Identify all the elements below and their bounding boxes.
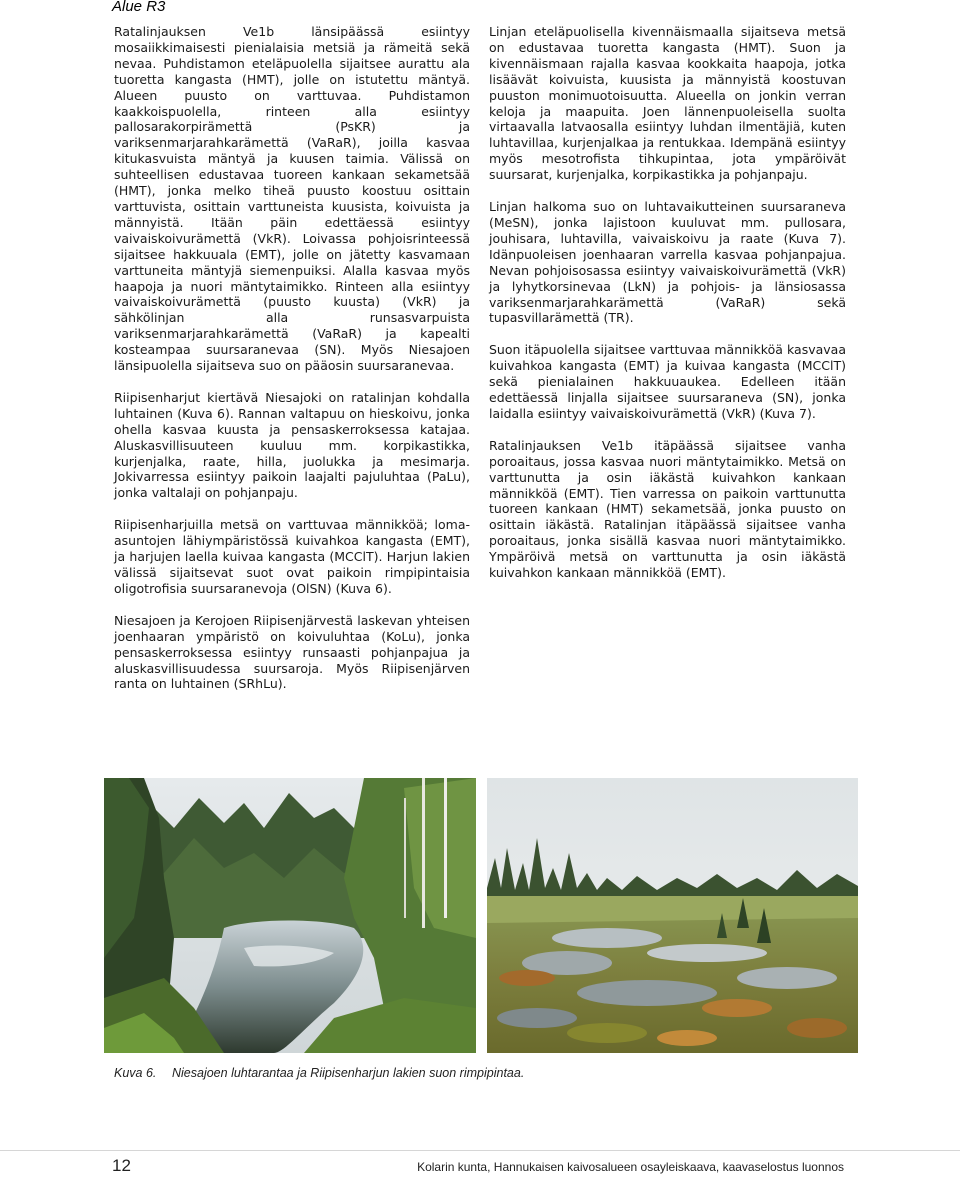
paragraph: Linjan eteläpuolisella kivennäismaalla sijaitseva metsä on edustavaa tuoretta kangasta (HMT). Suon ja kivennäismaan rajalla kasvaa kookkaita haapoja, jotka lisäävät koivuista, kuusista ja männyistä koostuvan puuston monimuotoisuutta. Alueella on jonkin verran keloja ja maapuita. Joen lännenpuoleisella suolta virtaavalla latvaosalla esiintyy luhdan ilmentäjiä, kuten luhtavillaa, kurjenjalkaa ja rentukkaa. Idempänä esiintyy myös mesotrofista tihkupintaa, jota ympäröivät suursarat, kurjenjalka, korpikastikka ja pohjanpaju.: [489, 24, 846, 183]
page-number: 12: [112, 1156, 131, 1175]
right-text-column: [489, 24, 846, 597]
left-text-column: [114, 24, 470, 708]
bog-photo: [487, 778, 858, 1053]
river-photo: [104, 778, 476, 1053]
bog-photo-image: [487, 778, 858, 1053]
paragraph: Riipisenharjut kiertävä Niesajoki on ratalinjan kohdalla luhtainen (Kuva 6). Rannan valtapuu on hieskoivu, jonka ohella kasvaa kuusta ja pensaskerroksessa katajaa. Aluskasvillisuuteen kuuluu mm. korpikastikka, kurjenjalka, raate, hilla, juolukka ja mesimarja. Jokivarressa esiintyy paikoin laajalti pajuluhtaa (PaLu), jonka valtalaji on pohjanpaju.: [114, 389, 470, 501]
river-photo-image: [104, 778, 476, 1053]
paragraph: Riipisenharjuilla metsä on varttuvaa männikköä; loma-asuntojen lähiympäristössä kuivahkoa kangasta (EMT), ja harjujen laella kuivaa kangasta (MCClT). Harjun lakien välissä sijaitsevat suot ovat paikoin rimpipintaisia oligotrofisia suursaranevoja (OlSN) (Kuva 6).: [114, 517, 470, 596]
paragraph: Ratalinjauksen Ve1b länsipäässä esiintyy mosaiikkimaisesti pienialaisia metsiä ja rämeitä sekä nevaa. Puhdistamon eteläpuolella sijaitsee aurattu ala tuoretta kangasta (HMT), jolle on istutettu mäntyä. Alueen puusto on varttuvaa. Puhdistamon kaakkoispuolella, rinteen alla esiintyy pallosarakorpirämettä (PsKR) ja variksenmarjarahkarämettä (VaRaR), joilla kasvaa kitukasvuista mäntyä ja kuusen taimia. Välissä on suhteellisen edustavaa tuoreen kankaan sekametsää (HMT), jonka melko tiheä puusto koostuu osittain varttuvista, osittain varttuneista kuusista, koivuista ja männyistä. Itään päin edettäessä esiintyy vaivaiskoivurämettä (VkR). Loivassa pohjoisrinteessä sijaitsee hakkuuala (EMT), jolle on jätetty kasvamaan varttuneita mäntyjä siemenpuiksi. Alalla kasvaa myös haapoja ja nuori mäntytaimikko. Rinteen alla esiintyy vaivaiskoivurämettä (puusto kuusta) (VkR) ja sähkölinjan alla runsasvarpuista variksenmarjarahkarämettä (VaRaR) ja kapealti kosteampaa suursaranevaa (SN). Myös Niesajoen länsipuolella sijaitseva suo on pääosin suursaranevaa.: [114, 24, 470, 374]
paragraph: Linjan halkoma suo on luhtavaikutteinen suursaraneva (MeSN), jonka lajistoon kuuluvat mm. pullosara, jouhisara, luhtavilla, vaivaiskoivu ja raate (Kuva 7). Idänpuoleisen joenhaaran varrella kasvaa pohjanpajua. Nevan pohjoisosassa esiintyy vaivaiskoivurämettä (VkR) ja lyhytkorsinevaa (LkN) ja pohjois- ja länsiosassa variksenmarjarahkarämettä (VaRaR) sekä tupasvillarämettä (TR).: [489, 199, 846, 326]
figure-number: Kuva 6.: [114, 1066, 157, 1080]
paragraph: Ratalinjauksen Ve1b itäpäässä sijaitsee vanha poroaitaus, jossa kasvaa nuori mäntytaimikko. Metsä on varttunutta ja osin iäkästä kuivahkon kankaan männikköä (EMT). Tien varressa on paikoin varttunutta tuoreen kankaan (HMT) sekametsää, jonka puusto on osittain iäkästä. Ratalinjan itäpäässä sijaitsee vanha poroaitaus, jonka sisällä kasvaa nuori mäntytaimikko. Ympäröivä metsä on varttunutta ja osin iäkästä kuivahkon kankaan männikköä (EMT).: [489, 437, 846, 581]
paragraph: Suon itäpuolella sijaitsee varttuvaa männikköä kasvavaa kuivahkoa kangasta (EMT) ja kuivaa kangasta (MCClT) sekä pienialainen hakkuuaukea. Edelleen itään edettäessä linjalla sijaitsee suursaraneva (SN), jonka laidalla esiintyy vaivaiskoivurämettä (VkR) (Kuva 7).: [489, 342, 846, 421]
section-title: Alue R3: [112, 0, 166, 15]
paragraph: Niesajoen ja Kerojoen Riipisenjärvestä laskevan yhteisen joenhaaran ympäristö on koivuluhtaa (KoLu), jonka pensaskerroksessa esiintyy runsaasti pohjanpajua ja aluskasvillisuudessa suursaroja. Myös Riipisenjärven ranta on luhtainen (SRhLu).: [114, 612, 470, 692]
footer-divider: [0, 1150, 960, 1151]
figure-caption: [114, 1066, 524, 1080]
figure-caption-text: Niesajoen luhtarantaa ja Riipisenharjun lakien suon rimpipintaa.: [172, 1066, 525, 1080]
footer-title: Kolarin kunta, Hannukaisen kaivosalueen osayleiskaava, kaavaselostus luonnos: [417, 1160, 844, 1174]
